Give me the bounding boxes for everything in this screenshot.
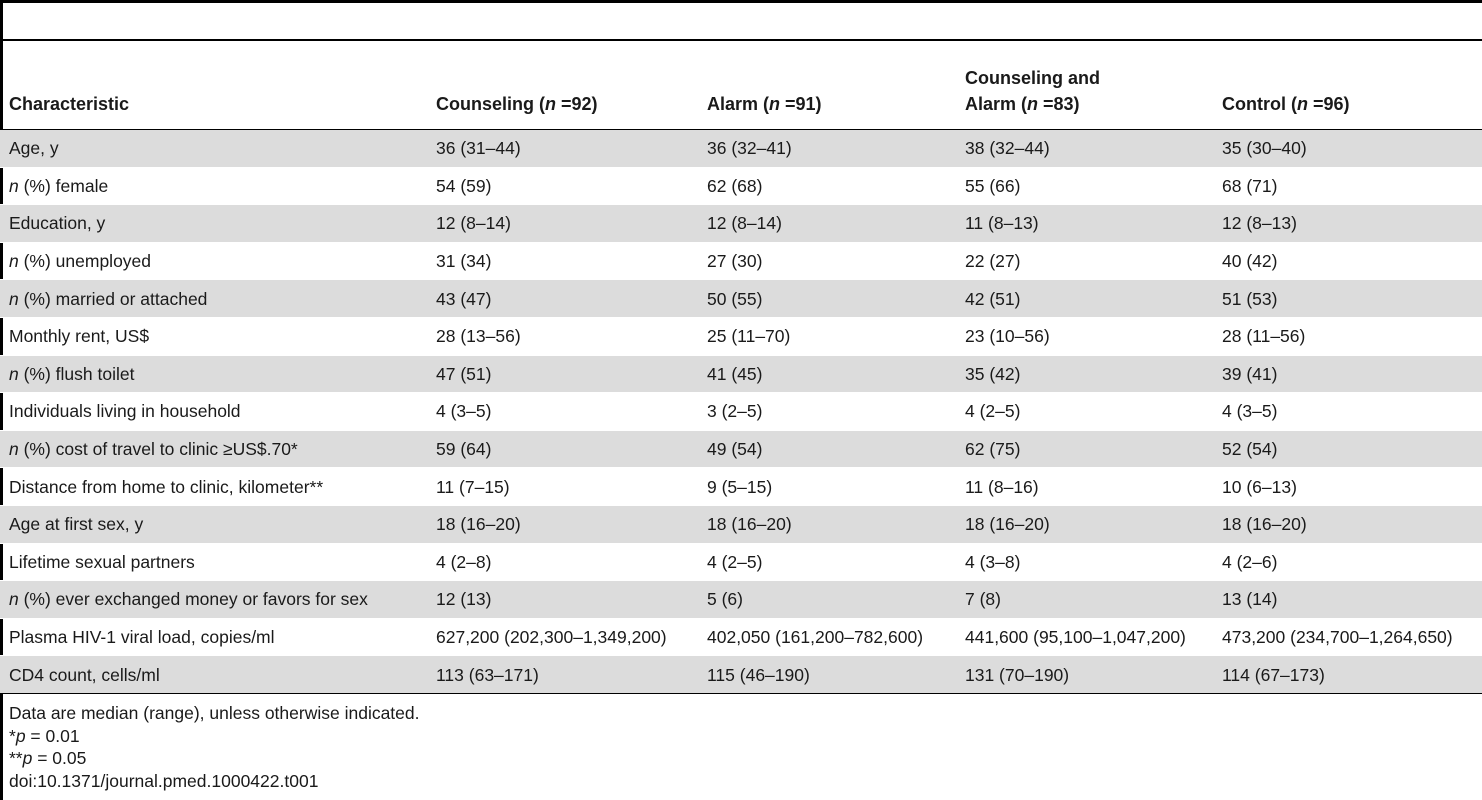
cell-alarm: 50 (55) — [698, 280, 956, 318]
row-label: Plasma HIV-1 viral load, copies/ml — [9, 627, 275, 648]
cell-counseling-and-alarm: 18 (16–20) — [956, 505, 1213, 543]
header-counseling: Counseling (n =92) — [427, 41, 698, 130]
cell-counseling: 18 (16–20) — [427, 505, 698, 543]
cell-counseling-and-alarm: 131 (70–190) — [956, 656, 1213, 694]
row-label: (%) flush toilet — [18, 363, 135, 384]
table-row — [0, 393, 1482, 431]
cell-counseling-and-alarm: 4 (2–5) — [956, 393, 1213, 431]
cell-alarm: 62 (68) — [698, 167, 956, 205]
table-row — [0, 581, 1482, 619]
cell-counseling: 4 (3–5) — [427, 393, 698, 431]
table-row — [0, 543, 1482, 581]
row-characteristic — [0, 543, 427, 581]
cell-counseling-and-alarm: 11 (8–16) — [956, 468, 1213, 506]
row-label: (%) female — [18, 175, 109, 196]
row-label: Age at first sex, y — [9, 514, 144, 535]
cell-control: 68 (71) — [1213, 167, 1482, 205]
row-label: Education, y — [9, 213, 106, 234]
cell-counseling: 31 (34) — [427, 242, 698, 280]
cell-control: 40 (42) — [1213, 242, 1482, 280]
cell-control: 114 (67–173) — [1213, 656, 1482, 694]
cell-counseling: 28 (13–56) — [427, 317, 698, 355]
cell-alarm: 27 (30) — [698, 242, 956, 280]
table-body — [0, 130, 1482, 694]
cell-alarm: 3 (2–5) — [698, 393, 956, 431]
top-border — [0, 0, 1482, 3]
cell-counseling: 12 (13) — [427, 581, 698, 619]
header-alarm: Alarm (n =91) — [698, 41, 956, 130]
cell-alarm: 18 (16–20) — [698, 505, 956, 543]
table-row — [0, 656, 1482, 694]
row-label: Lifetime sexual partners — [9, 551, 195, 572]
cell-control: 28 (11–56) — [1213, 317, 1482, 355]
footnote-p-005: **p = 0.05 — [9, 748, 87, 768]
cell-counseling-and-alarm: 7 (8) — [956, 581, 1213, 619]
cell-control: 51 (53) — [1213, 280, 1482, 318]
row-characteristic — [0, 355, 427, 393]
cell-control: 4 (2–6) — [1213, 543, 1482, 581]
table-header-row — [0, 41, 1482, 130]
table-row — [0, 355, 1482, 393]
cell-counseling: 627,200 (202,300–1,349,200) — [427, 618, 698, 656]
cell-control: 39 (41) — [1213, 355, 1482, 393]
row-label: (%) unemployed — [18, 251, 152, 272]
table-row — [0, 468, 1482, 506]
row-characteristic — [0, 618, 427, 656]
cell-alarm: 9 (5–15) — [698, 468, 956, 506]
italic-n: n — [9, 251, 19, 272]
row-characteristic — [0, 430, 427, 468]
table-row — [0, 280, 1482, 318]
table-row — [0, 317, 1482, 355]
cell-control: 18 (16–20) — [1213, 505, 1482, 543]
cell-alarm: 12 (8–14) — [698, 205, 956, 243]
footnote-p-001: *p = 0.01 — [9, 725, 80, 746]
cell-counseling-and-alarm: 11 (8–13) — [956, 205, 1213, 243]
cell-counseling: 47 (51) — [427, 355, 698, 393]
cell-counseling-and-alarm: 35 (42) — [956, 355, 1213, 393]
italic-n: n — [9, 439, 19, 460]
doi-label: doi:10.1371/journal.pmed.1000422.t001 — [9, 770, 319, 791]
cell-alarm: 49 (54) — [698, 430, 956, 468]
table-row — [0, 430, 1482, 468]
row-label: Distance from home to clinic, kilometer** — [9, 476, 324, 497]
italic-n: n — [9, 589, 19, 610]
cell-alarm: 25 (11–70) — [698, 317, 956, 355]
row-label: (%) cost of travel to clinic ≥US$.70* — [18, 439, 298, 460]
cell-control: 4 (3–5) — [1213, 393, 1482, 431]
cell-counseling-and-alarm: 441,600 (95,100–1,047,200) — [956, 618, 1213, 656]
header-characteristic: Characteristic — [0, 41, 427, 130]
row-characteristic — [0, 130, 427, 168]
row-characteristic — [0, 393, 427, 431]
row-characteristic — [0, 505, 427, 543]
table-row — [0, 167, 1482, 205]
cell-counseling: 113 (63–171) — [427, 656, 698, 694]
cell-counseling: 4 (2–8) — [427, 543, 698, 581]
cell-counseling: 12 (8–14) — [427, 205, 698, 243]
italic-n: n — [9, 175, 19, 196]
row-label: Monthly rent, US$ — [9, 326, 150, 347]
row-label: Individuals living in household — [9, 401, 241, 422]
cell-counseling-and-alarm: 23 (10–56) — [956, 317, 1213, 355]
row-label: (%) ever exchanged money or favors for sex — [18, 589, 368, 610]
cell-alarm: 36 (32–41) — [698, 130, 956, 168]
row-characteristic — [0, 317, 427, 355]
header-counseling-and-alarm: Counseling and Alarm (n =83) — [956, 41, 1213, 130]
row-characteristic — [0, 280, 427, 318]
cell-alarm: 5 (6) — [698, 581, 956, 619]
row-characteristic — [0, 167, 427, 205]
cell-counseling-and-alarm: 62 (75) — [956, 430, 1213, 468]
row-label: Age, y — [9, 138, 59, 159]
cell-alarm: 402,050 (161,200–782,600) — [698, 618, 956, 656]
table-footnotes — [9, 702, 1469, 792]
italic-n: n — [9, 288, 19, 309]
italic-n: n — [9, 363, 19, 384]
header-control: Control (n =96) — [1213, 41, 1482, 130]
cell-control: 10 (6–13) — [1213, 468, 1482, 506]
cell-control: 35 (30–40) — [1213, 130, 1482, 168]
baseline-characteristics-table — [0, 41, 1482, 694]
table-row — [0, 242, 1482, 280]
cell-alarm: 115 (46–190) — [698, 656, 956, 694]
cell-counseling: 11 (7–15) — [427, 468, 698, 506]
row-characteristic — [0, 656, 427, 694]
cell-control: 13 (14) — [1213, 581, 1482, 619]
footnote-median-range: Data are median (range), unless otherwise indicated. — [9, 703, 420, 723]
cell-counseling-and-alarm: 42 (51) — [956, 280, 1213, 318]
table-row — [0, 505, 1482, 543]
cell-alarm: 41 (45) — [698, 355, 956, 393]
table-row — [0, 618, 1482, 656]
cell-counseling-and-alarm: 22 (27) — [956, 242, 1213, 280]
cell-control: 52 (54) — [1213, 430, 1482, 468]
table-row — [0, 130, 1482, 168]
row-characteristic — [0, 581, 427, 619]
row-label: (%) married or attached — [18, 288, 208, 309]
cell-control: 473,200 (234,700–1,264,650) — [1213, 618, 1482, 656]
cell-counseling-and-alarm: 4 (3–8) — [956, 543, 1213, 581]
cell-counseling: 36 (31–44) — [427, 130, 698, 168]
cell-counseling: 43 (47) — [427, 280, 698, 318]
cell-counseling: 59 (64) — [427, 430, 698, 468]
cell-alarm: 4 (2–5) — [698, 543, 956, 581]
cell-control: 12 (8–13) — [1213, 205, 1482, 243]
row-characteristic — [0, 205, 427, 243]
cell-counseling-and-alarm: 38 (32–44) — [956, 130, 1213, 168]
row-characteristic — [0, 242, 427, 280]
row-label: CD4 count, cells/ml — [9, 664, 160, 685]
cell-counseling-and-alarm: 55 (66) — [956, 167, 1213, 205]
table-row — [0, 205, 1482, 243]
row-characteristic — [0, 468, 427, 506]
cell-counseling: 54 (59) — [427, 167, 698, 205]
